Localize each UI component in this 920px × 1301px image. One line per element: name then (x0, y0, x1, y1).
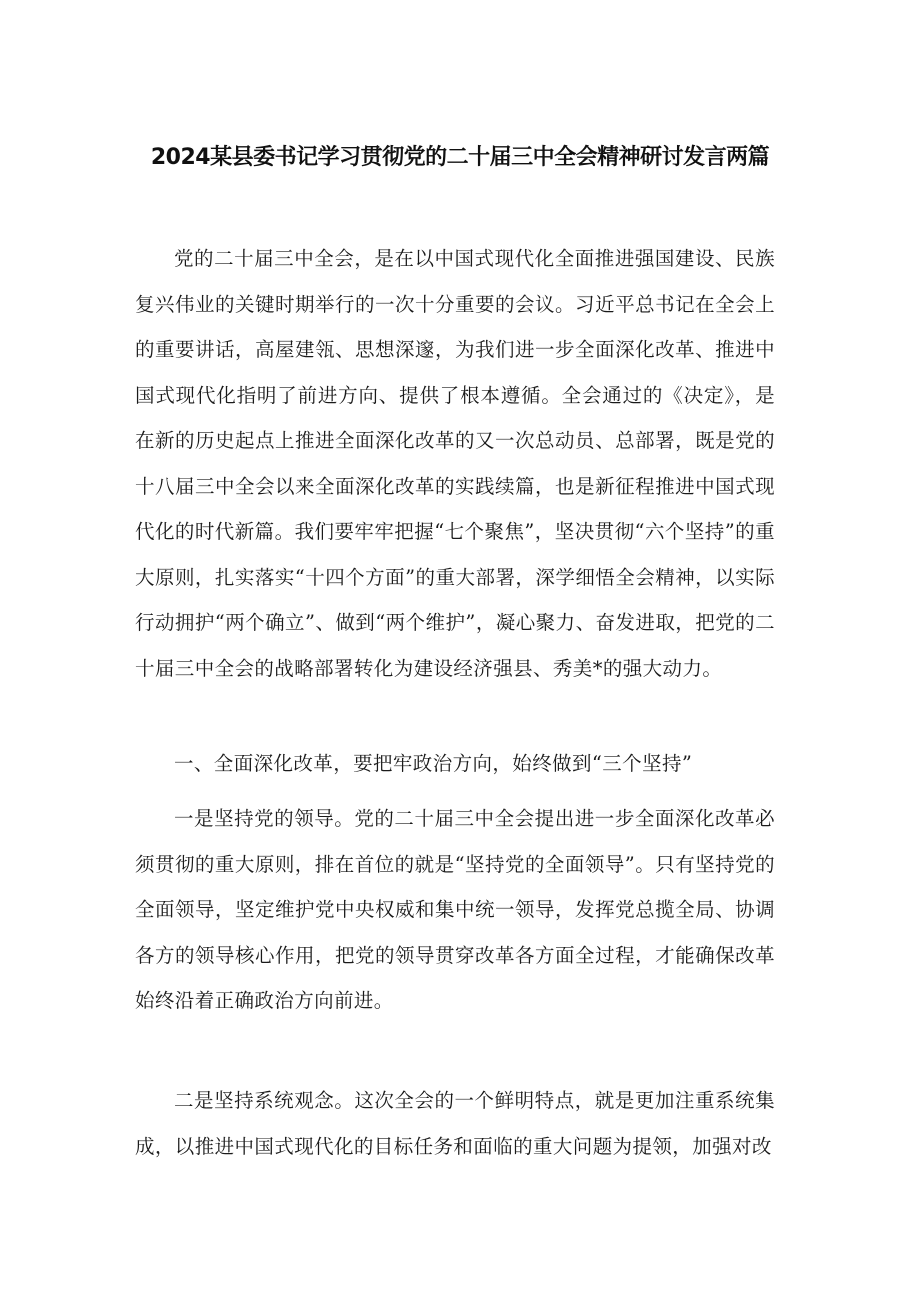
paragraph-point-1: 一是坚持党的领导。党的二十届三中全会提出进一步全面深化改革必须贯彻的重大原则，排在首位的就是“坚持党的全面领导”。只有坚持党的全面领导，坚定维护党中央权威和集中统一领导，发挥党总揽全局、协调各方的领导核心作用，把党的领导贯穿改革各方面全过程，才能确保改革始终沿着正确政治方向前进。 (135, 807, 775, 1012)
section-heading-1: 一、全面深化改革，要把牢政治方向，始终做到“三个坚持” (174, 752, 693, 775)
document-title: 2024某县委书记学习贯彻党的二十届三中全会精神研讨发言两篇 (150, 145, 770, 170)
document-body (135, 0, 775, 1301)
paragraph-point-2: 二是坚持系统观念。这次全会的一个鲜明特点，就是更加注重系统集成，以推进中国式现代化的目标任务和面临的重大问题为提领，加强对改 (135, 1089, 775, 1158)
paragraph-intro: 党的二十届三中全会，是在以中国式现代化全面推进强国建设、民族复兴伟业的关键时期举行的一次十分重要的会议。习近平总书记在全会上的重要讲话，高屋建瓴、思想深邃，为我们进一步全面深化改革、推进中国式现代化指明了前进方向、提供了根本遵循。全会通过的《决定》，是在新的历史起点上推进全面深化改革的又一次总动员、总部署，既是党的十八届三中全会以来全面深化改革的实践续篇，也是新征程推进中国式现代化的时代新篇。我们要牢牢把握“七个聚焦”，坚决贯彻“六个坚持”的重大原则，扎实落实“十四个方面”的重大部署，深学细悟全会精神，以实际行动拥护“两个确立”、做到“两个维护”，凝心聚力、奋发进取，把党的二十届三中全会的战略部署转化为建设经济强县、秀美*的强大动力。 (135, 247, 775, 680)
